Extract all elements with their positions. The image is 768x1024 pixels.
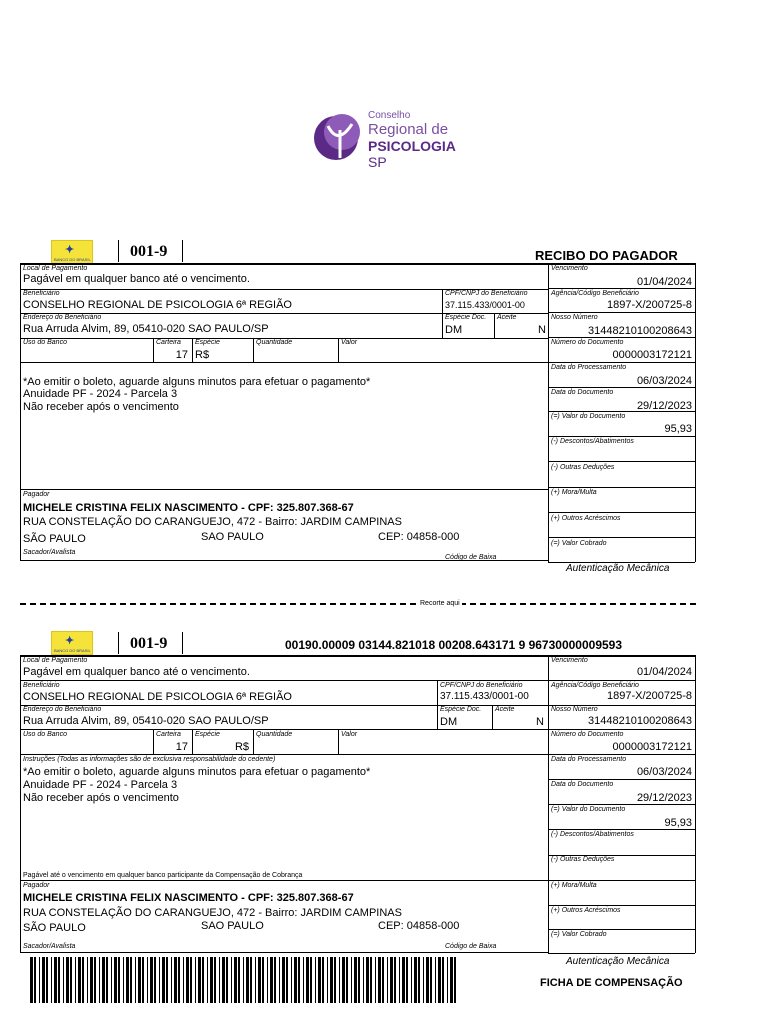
crp-logo-mark bbox=[312, 108, 366, 164]
mora-label-2: (+) Mora/Multa bbox=[551, 882, 597, 889]
barcode-bar bbox=[130, 957, 132, 1003]
barcode-bar bbox=[58, 957, 60, 1003]
barcode-bar bbox=[226, 957, 228, 1003]
barcode-bar bbox=[99, 957, 100, 1003]
barcode-bar bbox=[423, 957, 424, 1003]
barcode-bar bbox=[426, 957, 429, 1003]
autenticacao-label-2: Autenticação Mecânica bbox=[566, 956, 670, 967]
quantidade-label: Quantidade bbox=[256, 339, 293, 346]
bank-logo-icon bbox=[51, 240, 93, 264]
beneficiario-value-2: CONSELHO REGIONAL DE PSICOLOGIA 6ª REGIÃO bbox=[23, 691, 292, 703]
bb-mark-icon: ✦ bbox=[65, 244, 75, 256]
barcode-bar bbox=[154, 957, 156, 1003]
recorte-label: Recorte aqui bbox=[420, 600, 460, 607]
barcode-bar bbox=[147, 957, 148, 1003]
sacador-label: Sacador/Avalista bbox=[23, 549, 76, 556]
especie-label: Espécie bbox=[195, 339, 220, 346]
barcode-bar bbox=[282, 957, 285, 1003]
data-documento-label: Data do Documento bbox=[551, 389, 614, 396]
agencia-value: 1897-X/200725-8 bbox=[606, 299, 692, 311]
barcode-bar bbox=[195, 957, 196, 1003]
barcode-bar bbox=[222, 957, 225, 1003]
barcode-bar bbox=[450, 957, 453, 1003]
barcode-bar bbox=[234, 957, 237, 1003]
valor-cobrado-label: (=) Valor Cobrado bbox=[551, 540, 607, 547]
barcode-bar bbox=[358, 957, 360, 1003]
valor-cobrado-label-2: (=) Valor Cobrado bbox=[551, 931, 607, 938]
numero-documento-label: Número do Documento bbox=[551, 339, 624, 346]
barcode-bar bbox=[267, 957, 268, 1003]
barcode-bar bbox=[207, 957, 208, 1003]
bank-logo-icon-2 bbox=[51, 631, 93, 655]
pagavel-ate: Pagável até o vencimento em qualquer banco participante da Compensação de Cobrança bbox=[23, 872, 303, 879]
mora-label: (+) Mora/Multa bbox=[551, 489, 597, 496]
barcode-bar bbox=[186, 957, 189, 1003]
descontos-label: (-) Descontos/Abatimentos bbox=[551, 438, 634, 445]
barcode-bar bbox=[399, 957, 400, 1003]
barcode-bar bbox=[442, 957, 444, 1003]
pagador-nome: MICHELE CRISTINA FELIX NASCIMENTO - CPF: 325.807.368-67 bbox=[23, 502, 354, 514]
beneficiario-label-2: Beneficiário bbox=[23, 682, 60, 689]
barcode-bar bbox=[298, 957, 300, 1003]
barcode-bar bbox=[430, 957, 432, 1003]
barcode-bar bbox=[363, 957, 364, 1003]
data-processamento-label-2: Data do Processamento bbox=[551, 756, 627, 763]
barcode-bar bbox=[258, 957, 261, 1003]
numero-documento-value: 0000003172121 bbox=[612, 349, 692, 361]
aceite-value: N bbox=[538, 324, 546, 336]
endereco-value-2: Rua Arruda Alvim, 89, 05410-020 SAO PAULO/SP bbox=[23, 715, 269, 727]
barcode-bar bbox=[318, 957, 321, 1003]
logo-line3 bbox=[368, 138, 462, 170]
pagador-cidade2-2: SAO PAULO bbox=[201, 920, 264, 932]
barcode-bar bbox=[375, 957, 376, 1003]
ficha-title: FICHA DE COMPENSAÇÃO bbox=[540, 977, 683, 989]
instrucoes-label: Instruções (Todas as informações são de exclusiva responsabilidade do cedente) bbox=[23, 756, 276, 763]
barcode-bar bbox=[75, 957, 76, 1003]
carteira-label: Carteira bbox=[156, 339, 181, 346]
valor-label: Valor bbox=[341, 339, 358, 346]
numero-documento-value-2: 0000003172121 bbox=[612, 741, 692, 753]
barcode-bar bbox=[351, 957, 352, 1003]
barcode-bar bbox=[78, 957, 81, 1003]
barcode-bar bbox=[94, 957, 96, 1003]
agencia-label: Agência/Código Beneficiário bbox=[551, 290, 639, 297]
beneficiario-label: Beneficiário bbox=[23, 290, 60, 297]
vencimento-value-2: 01/04/2024 bbox=[636, 666, 692, 678]
local-pagamento-label: Local de Pagamento bbox=[23, 265, 88, 272]
barcode-bar bbox=[447, 957, 448, 1003]
barcode-bar bbox=[238, 957, 240, 1003]
barcode-bar bbox=[46, 957, 48, 1003]
especie-label-2: Espécie bbox=[195, 731, 220, 738]
agencia-label-2: Agência/Código Beneficiário bbox=[551, 682, 639, 689]
aceite-value-2: N bbox=[536, 716, 544, 728]
barcode-bar bbox=[327, 957, 328, 1003]
barcode-bar bbox=[111, 957, 112, 1003]
nosso-numero-label: Nosso Número bbox=[551, 314, 598, 321]
barcode-bar bbox=[387, 957, 388, 1003]
barcode-bar bbox=[346, 957, 348, 1003]
data-processamento-value: 06/03/2024 bbox=[636, 375, 692, 387]
vencimento-value: 01/04/2024 bbox=[636, 276, 692, 288]
uso-banco-label-2: Uso do Banco bbox=[23, 731, 67, 738]
barcode-bar bbox=[138, 957, 141, 1003]
logo-line2: Regional de bbox=[368, 121, 449, 138]
barcode-bar bbox=[366, 957, 369, 1003]
barcode-bar bbox=[310, 957, 312, 1003]
especie-doc-label: Espécie Doc. bbox=[445, 314, 487, 321]
cpf-cnpj-label-2: CPF/CNPJ do Beneficiário bbox=[440, 682, 523, 689]
pagador-label-2: Pagador bbox=[23, 882, 50, 889]
numero-documento-label-2: Número do Documento bbox=[551, 731, 624, 738]
barcode-bar bbox=[178, 957, 180, 1003]
cut-line bbox=[20, 603, 696, 605]
barcode-bar bbox=[123, 957, 124, 1003]
barcode-bar bbox=[262, 957, 264, 1003]
barcode-bar bbox=[159, 957, 160, 1003]
outras-deducoes-label-2: (-) Outras Deduções bbox=[551, 856, 615, 863]
barcode-bar bbox=[114, 957, 117, 1003]
barcode-bar bbox=[250, 957, 252, 1003]
barcode-bar bbox=[166, 957, 168, 1003]
barcode-bar bbox=[330, 957, 333, 1003]
barcode-bar bbox=[291, 957, 292, 1003]
codigo-baixa-label-2: Código de Baixa bbox=[445, 943, 497, 950]
barcode-bar bbox=[150, 957, 153, 1003]
barcode-bar bbox=[339, 957, 340, 1003]
quantidade-label-2: Quantidade bbox=[256, 731, 293, 738]
aceite-label: Aceite bbox=[497, 314, 517, 321]
cpf-cnpj-label: CPF/CNPJ do Beneficiário bbox=[445, 290, 528, 297]
endereco-value: Rua Arruda Alvim, 89, 05410-020 SAO PAULO/SP bbox=[23, 323, 269, 335]
descontos-label-2: (-) Descontos/Abatimentos bbox=[551, 831, 634, 838]
barcode-bar bbox=[294, 957, 297, 1003]
data-documento-value: 29/12/2023 bbox=[636, 400, 692, 412]
especie-doc-label-2: Espécie Doc. bbox=[440, 706, 482, 713]
barcode-bar bbox=[63, 957, 64, 1003]
barcode-bar bbox=[198, 957, 201, 1003]
barcode-bar bbox=[106, 957, 108, 1003]
barcode-bar bbox=[246, 957, 249, 1003]
local-pagamento-value: Pagável em qualquer banco até o vencimento. bbox=[23, 273, 250, 285]
pagador-cep: CEP: 04858-000 bbox=[378, 531, 460, 543]
especie-doc-value-2: DM bbox=[440, 716, 458, 728]
data-processamento-label: Data do Processamento bbox=[551, 364, 627, 371]
local-pagamento-value-2: Pagável em qualquer banco até o vencimento. bbox=[23, 666, 250, 678]
barcode-bar bbox=[411, 957, 412, 1003]
barcode-bar bbox=[210, 957, 213, 1003]
barcode-bar bbox=[378, 957, 381, 1003]
pagador-cep-2: CEP: 04858-000 bbox=[378, 920, 460, 932]
especie-doc-value: DM bbox=[445, 324, 463, 336]
carteira-value: 17 bbox=[175, 349, 188, 361]
barcode-bar bbox=[219, 957, 220, 1003]
barcode-bar bbox=[202, 957, 204, 1003]
vencimento-label: Vencimento bbox=[551, 265, 588, 272]
data-documento-label-2: Data do Documento bbox=[551, 781, 614, 788]
valor-label-2: Valor bbox=[341, 731, 358, 738]
cpf-cnpj-value: 37.115.433/0001-00 bbox=[445, 300, 525, 310]
local-pagamento-label-2: Local de Pagamento bbox=[23, 657, 88, 664]
outras-deducoes-label: (-) Outras Deduções bbox=[551, 464, 615, 471]
barcode-bar bbox=[370, 957, 372, 1003]
barcode-bar bbox=[174, 957, 177, 1003]
crp-logo bbox=[312, 108, 462, 170]
barcode-bar bbox=[102, 957, 105, 1003]
pagador-label: Pagador bbox=[23, 491, 50, 498]
receipt-title: RECIBO DO PAGADOR bbox=[535, 248, 678, 263]
pagador-cidade1-2: SÃO PAULO bbox=[23, 922, 86, 934]
barcode-bar bbox=[118, 957, 120, 1003]
endereco-label-2: Endereço do Beneficiário bbox=[23, 706, 102, 713]
barcode-bar bbox=[406, 957, 408, 1003]
barcode-bar bbox=[214, 957, 216, 1003]
especie-value: R$ bbox=[195, 349, 210, 361]
pagador-cidade1: SÃO PAULO bbox=[23, 533, 86, 545]
barcode-bar bbox=[414, 957, 417, 1003]
codigo-baixa-label: Código de Baixa bbox=[445, 554, 497, 561]
barcode-bar bbox=[342, 957, 345, 1003]
carteira-value-2: 17 bbox=[175, 741, 188, 753]
autenticacao-label: Autenticação Mecânica bbox=[566, 563, 670, 574]
barcode-bar bbox=[303, 957, 304, 1003]
nosso-numero-label-2: Nosso Número bbox=[551, 706, 598, 713]
barcode-bar bbox=[243, 957, 244, 1003]
logo-line3b-text: SP bbox=[368, 154, 387, 170]
barcode-bar bbox=[255, 957, 256, 1003]
barcode-bar bbox=[270, 957, 273, 1003]
barcode-bar bbox=[87, 957, 88, 1003]
vencimento-label-2: Vencimento bbox=[551, 657, 588, 664]
barcode-bar bbox=[171, 957, 172, 1003]
barcode-bar bbox=[183, 957, 184, 1003]
sacador-label-2: Sacador/Avalista bbox=[23, 943, 76, 950]
bank-code: 001-9 bbox=[130, 243, 168, 260]
bank-logo-text: BANCO DO BRASIL bbox=[54, 257, 91, 262]
beneficiario-value: CONSELHO REGIONAL DE PSICOLOGIA 6ª REGIÃO bbox=[23, 299, 292, 311]
barcode-bar bbox=[274, 957, 276, 1003]
pagador-endereco: RUA CONSTELAÇÃO DO CARANGUEJO, 472 - Bairro: JARDIM CAMPINAS bbox=[23, 516, 402, 528]
barcode-bar bbox=[382, 957, 384, 1003]
barcode-bar bbox=[82, 957, 84, 1003]
barcode-bar bbox=[135, 957, 136, 1003]
instrucao-2: Anuidade PF - 2024 - Parcela 3 bbox=[23, 388, 178, 400]
barcode-bar bbox=[354, 957, 357, 1003]
bb-mark-icon-2: ✦ bbox=[65, 635, 75, 647]
instrucao-3-b: Não receber após o vencimento bbox=[23, 792, 179, 804]
barcode-bar bbox=[34, 957, 36, 1003]
barcode-bar bbox=[66, 957, 69, 1003]
aceite-label-2: Aceite bbox=[495, 706, 515, 713]
barcode bbox=[30, 957, 460, 1003]
barcode-bar bbox=[90, 957, 93, 1003]
instrucao-3: Não receber após o vencimento bbox=[23, 401, 179, 413]
bank-logo-text-2: BANCO DO BRASIL bbox=[54, 648, 91, 653]
digitable-line: 00190.00009 03144.821018 00208.643171 9 96730000009593 bbox=[285, 638, 623, 652]
barcode-bar bbox=[162, 957, 165, 1003]
barcode-bar bbox=[394, 957, 396, 1003]
barcode-bar bbox=[30, 957, 33, 1003]
bank-code-2: 001-9 bbox=[130, 635, 168, 652]
endereco-label: Endereço do Beneficiário bbox=[23, 314, 102, 321]
barcode-bar bbox=[142, 957, 144, 1003]
instrucao-1: *Ao emitir o boleto, aguarde alguns minutos para efetuar o pagamento* bbox=[23, 376, 371, 388]
barcode-bar bbox=[322, 957, 324, 1003]
data-processamento-value-2: 06/03/2024 bbox=[636, 766, 692, 778]
especie-value-2: R$ bbox=[234, 741, 249, 753]
barcode-bar bbox=[390, 957, 393, 1003]
pagador-nome-2: MICHELE CRISTINA FELIX NASCIMENTO - CPF: 325.807.368-67 bbox=[23, 892, 354, 904]
carteira-label-2: Carteira bbox=[156, 731, 181, 738]
logo-line1: Conselho bbox=[368, 110, 411, 121]
data-documento-value-2: 29/12/2023 bbox=[636, 792, 692, 804]
barcode-bar bbox=[334, 957, 336, 1003]
valor-documento-value: 95,93 bbox=[664, 423, 692, 435]
barcode-bar bbox=[54, 957, 57, 1003]
barcode-bar bbox=[190, 957, 192, 1003]
outros-acrescimos-label: (+) Outros Acréscimos bbox=[551, 515, 621, 522]
barcode-bar bbox=[418, 957, 420, 1003]
barcode-bar bbox=[286, 957, 288, 1003]
valor-documento-value-2: 95,93 bbox=[664, 817, 692, 829]
barcode-bar bbox=[438, 957, 441, 1003]
barcode-bar bbox=[454, 957, 456, 1003]
valor-documento-label: (=) Valor do Documento bbox=[551, 413, 626, 420]
agencia-value-2: 1897-X/200725-8 bbox=[606, 690, 692, 702]
logo-line3-text: PSICOLOGIA bbox=[368, 138, 456, 154]
nosso-numero-value: 31448210100208643 bbox=[587, 325, 692, 337]
valor-documento-label-2: (=) Valor do Documento bbox=[551, 806, 626, 813]
barcode-bar bbox=[306, 957, 309, 1003]
uso-banco-label: Uso do Banco bbox=[23, 339, 67, 346]
barcode-bar bbox=[435, 957, 436, 1003]
barcode-bar bbox=[70, 957, 72, 1003]
barcode-bar bbox=[231, 957, 232, 1003]
cpf-cnpj-value-2: 37.115.433/0001-00 bbox=[440, 691, 529, 702]
nosso-numero-value-2: 31448210100208643 bbox=[587, 715, 692, 727]
outros-acrescimos-label-2: (+) Outros Acréscimos bbox=[551, 907, 621, 914]
barcode-bar bbox=[42, 957, 45, 1003]
barcode-bar bbox=[279, 957, 280, 1003]
barcode-bar bbox=[126, 957, 129, 1003]
pagador-endereco-2: RUA CONSTELAÇÃO DO CARANGUEJO, 472 - Bairro: JARDIM CAMPINAS bbox=[23, 907, 402, 919]
barcode-bar bbox=[402, 957, 405, 1003]
barcode-bar bbox=[39, 957, 40, 1003]
pagador-cidade2: SAO PAULO bbox=[201, 531, 264, 543]
instrucao-2-b: Anuidade PF - 2024 - Parcela 3 bbox=[23, 779, 178, 791]
barcode-bar bbox=[315, 957, 316, 1003]
instrucao-1-b: *Ao emitir o boleto, aguarde alguns minutos para efetuar o pagamento* bbox=[23, 766, 371, 778]
barcode-bar bbox=[51, 957, 52, 1003]
